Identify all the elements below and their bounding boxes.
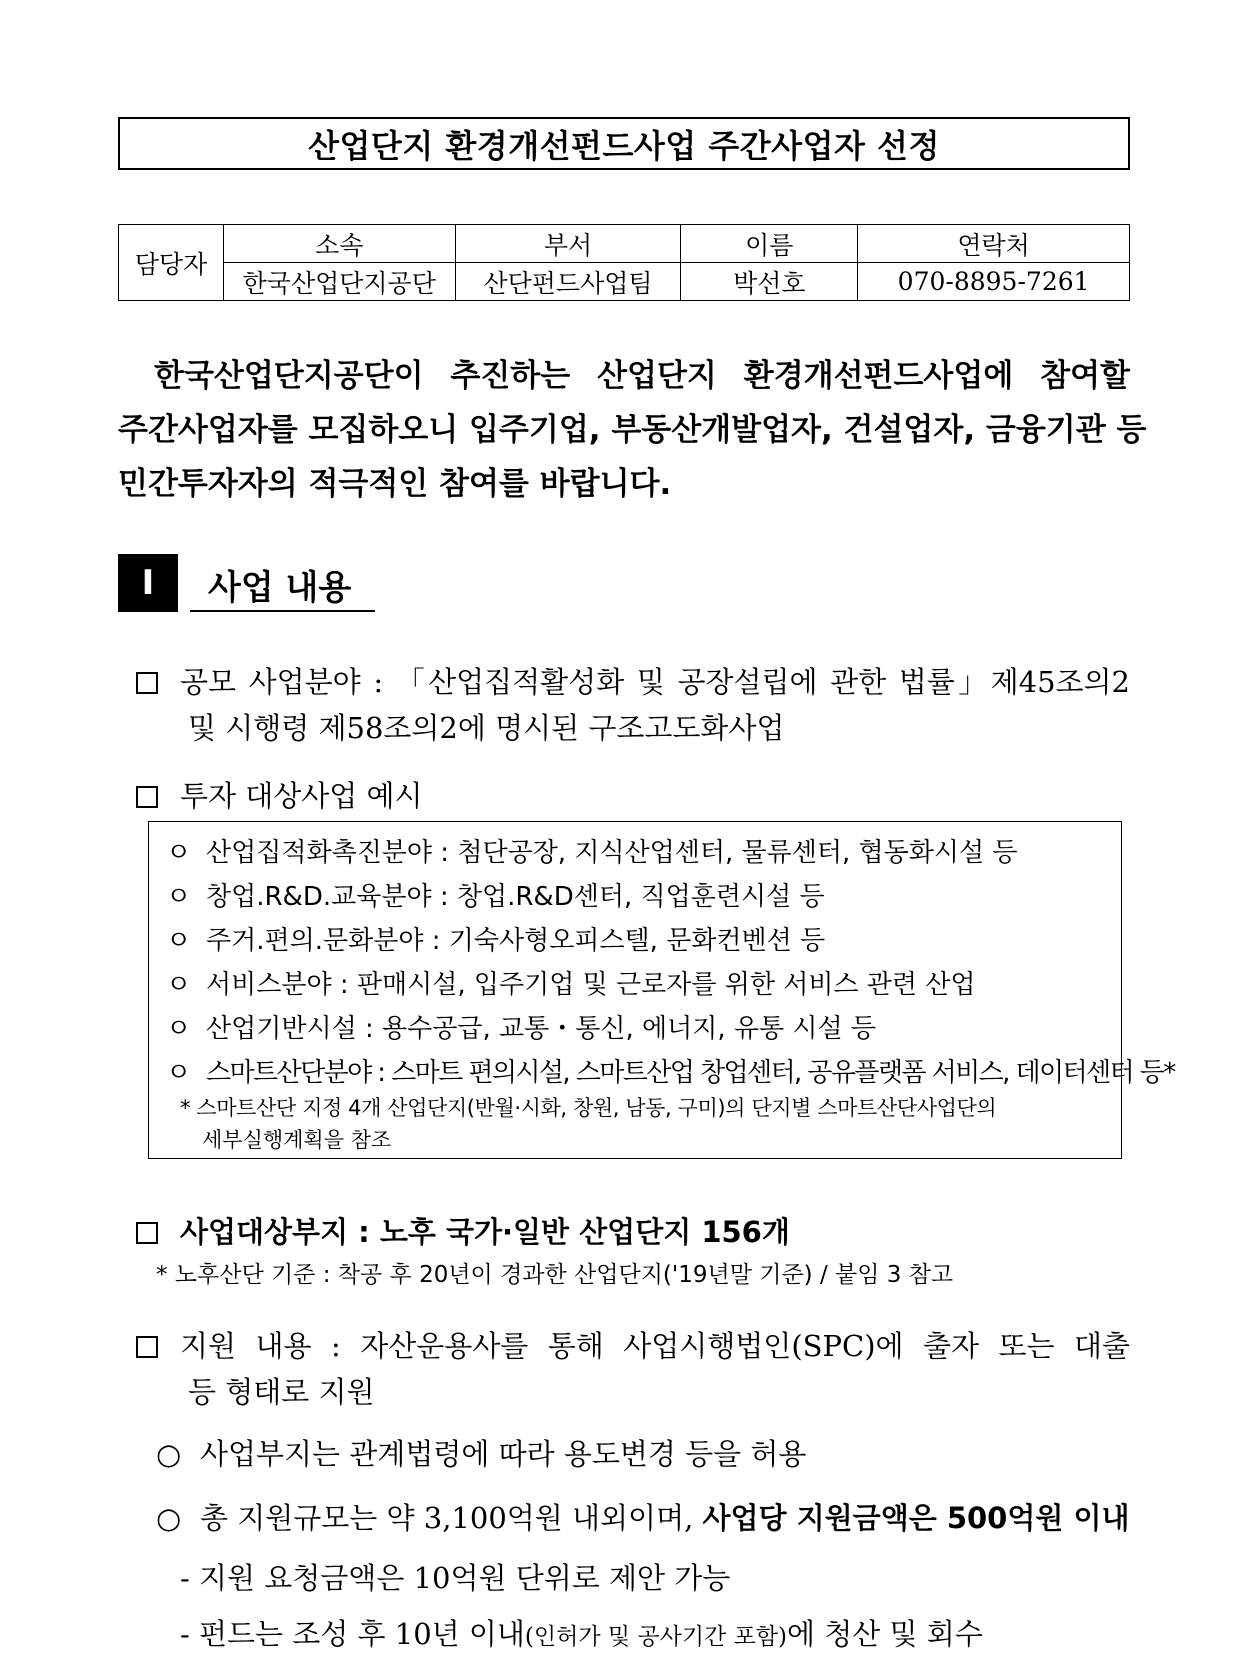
circle-bullet-icon: ○ <box>156 1501 182 1535</box>
site-item <box>136 1210 790 1251</box>
example-text: 산업집적화촉진분야 : 첨단공장, 지식산업센터, 물류센터, 협동화시설 등 <box>206 838 1018 868</box>
dash-item-2-paren: (인허가 및 공사기간 포함) <box>524 1624 787 1650</box>
support-item <box>136 1324 1130 1365</box>
dash-item-2-text: - 펀드는 조성 후 10년 이내 <box>180 1617 525 1651</box>
section-underline <box>190 610 375 612</box>
checkbox-icon <box>136 786 158 808</box>
contact-table <box>118 224 1130 301</box>
site-label: 사업대상부지 : 노후 국가·일반 산업단지 156개 <box>180 1215 790 1249</box>
intro-line-2: 주간사업자를 모집하오니 입주기업, 부동산개발업자, 건설업자, 금융기관 등 <box>118 412 1147 448</box>
example-item <box>166 964 976 1001</box>
intro-line-3: 민간투자자의 적극적인 참여를 바랍니다. <box>118 466 672 502</box>
sub-item-1-text: 사업부지는 관계법령에 따라 용도변경 등을 허용 <box>200 1437 807 1471</box>
checkbox-icon <box>136 1222 158 1244</box>
bullet-icon: ㅇ <box>166 1014 192 1044</box>
sub-item-2-text: 총 지원규모는 약 3,100억원 내외이며, <box>200 1501 703 1535</box>
checkbox-icon <box>136 672 158 694</box>
example-note-line-1: * 스마트산단 지정 4개 산업단지(반월·시화, 창원, 남동, 구미)의 단지별 스마트산단사업단의 <box>180 1096 997 1120</box>
contact-header-row <box>119 225 1130 263</box>
example-item <box>166 1052 1175 1089</box>
target-examples-item <box>136 774 423 815</box>
header-affiliation: 소속 <box>223 225 455 263</box>
intro-line-1: 한국산업단지공단이 추진하는 산업단지 환경개선펀드사업에 참여할 <box>154 358 1130 394</box>
sub-item-1 <box>156 1432 806 1473</box>
contact-row-label: 담당자 <box>119 225 224 301</box>
bullet-icon: ㅇ <box>166 1058 192 1088</box>
example-item <box>166 876 825 913</box>
bullet-icon: ㅇ <box>166 838 192 868</box>
field-line-1: 공모 사업분야 : 「산업집적활성화 및 공장설립에 관한 법률」제45조의2 <box>180 665 1130 699</box>
circle-bullet-icon: ○ <box>156 1437 182 1471</box>
value-name: 박선호 <box>681 263 858 301</box>
header-name: 이름 <box>681 225 858 263</box>
example-text: 서비스분야 : 판매시설, 입주기업 및 근로자를 위한 서비스 관련 산업 <box>206 970 976 1000</box>
page-title: 산업단지 환경개선펀드사업 주간사업자 선정 <box>308 126 940 165</box>
contact-value-row <box>119 263 1130 301</box>
support-line-1: 지원 내용 : 자산운용사를 통해 사업시행법인(SPC)에 출자 또는 대출 <box>180 1329 1130 1363</box>
sub-item-2 <box>156 1496 1130 1537</box>
checkbox-icon <box>136 1336 158 1358</box>
example-text: 스마트산단분야 : 스마트 편의시설, 스마트산업 창업센터, 공유플랫폼 서비스, 데이터센터 등* <box>206 1058 1175 1088</box>
section-title: 사업 내용 <box>208 568 352 608</box>
example-text: 산업기반시설 : 용수공급, 교통・통신, 에너지, 유통 시설 등 <box>206 1014 876 1044</box>
example-note-line-2: 세부실행계획을 참조 <box>202 1128 392 1152</box>
example-item <box>166 832 1018 869</box>
dash-item-2-tail: 에 청산 및 회수 <box>786 1617 983 1651</box>
target-examples-label: 투자 대상사업 예시 <box>180 779 423 813</box>
header-department: 부서 <box>455 225 681 263</box>
field-line-2: 및 시행령 제58조의2에 명시된 구조고도화사업 <box>188 711 785 745</box>
title-box <box>118 117 1130 170</box>
example-item <box>166 1008 876 1045</box>
support-line-2: 등 형태로 지원 <box>188 1375 375 1409</box>
site-note: * 노후산단 기준 : 착공 후 20년이 경과한 산업단지('19년말 기준) / 붙임 3 참고 <box>156 1262 954 1288</box>
dash-item-1: - 지원 요청금액은 10억원 단위로 제안 가능 <box>180 1561 731 1595</box>
section-number: I <box>118 554 178 612</box>
value-phone: 070-8895-7261 <box>858 263 1130 301</box>
example-item <box>166 920 825 957</box>
bullet-icon: ㅇ <box>166 926 192 956</box>
bullet-icon: ㅇ <box>166 882 192 912</box>
bullet-icon: ㅇ <box>166 970 192 1000</box>
value-department: 산단펀드사업팀 <box>455 263 681 301</box>
sub-item-2-emphasis: 사업당 지원금액은 500억원 이내 <box>702 1501 1130 1535</box>
value-affiliation: 한국산업단지공단 <box>223 263 455 301</box>
header-phone: 연락처 <box>858 225 1130 263</box>
example-text: 주거.편의.문화분야 : 기숙사형오피스텔, 문화컨벤션 등 <box>206 926 826 956</box>
example-text: 창업.R&D.교육분야 : 창업.R&D센터, 직업훈련시설 등 <box>206 882 825 912</box>
field-item <box>136 660 1130 701</box>
